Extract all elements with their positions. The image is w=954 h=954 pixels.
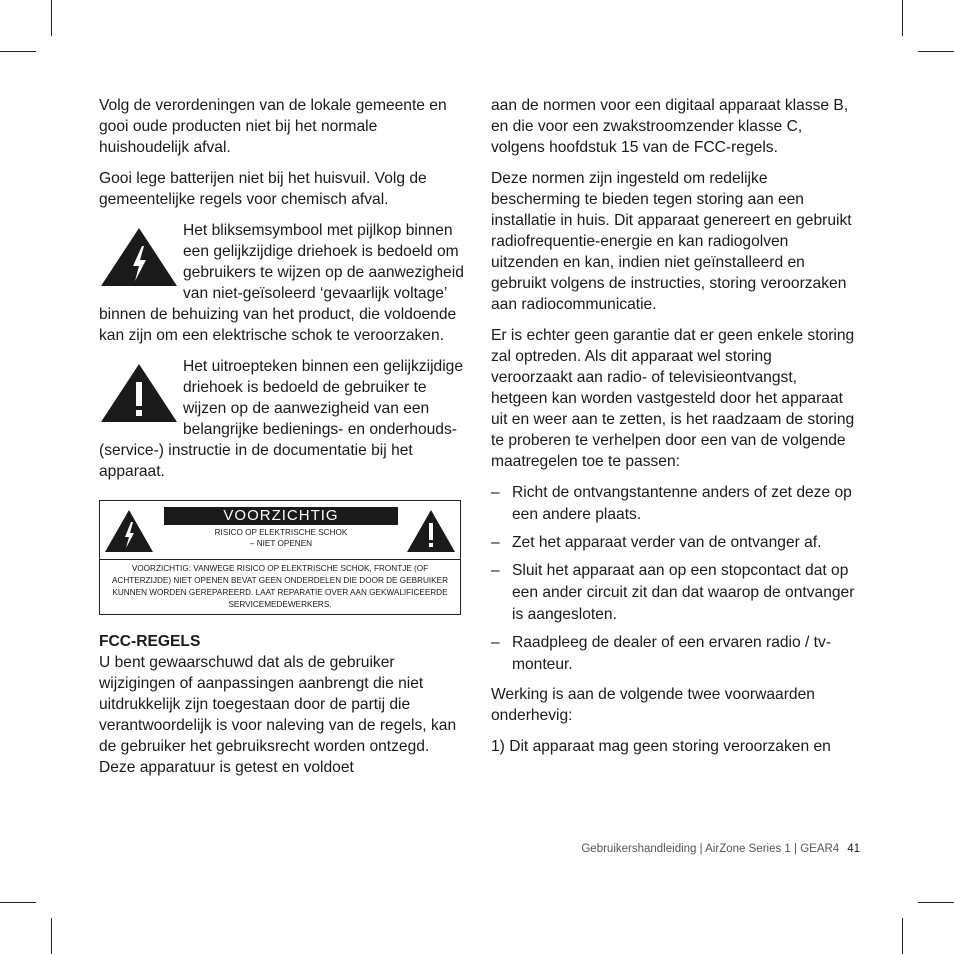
measures-list (491, 482, 857, 676)
disposal-paragraph: Volg de verordeningen van de lokale gemeente en gooi oude producten niet bij het normale huishoudelijk afval. (99, 97, 447, 156)
lightning-warning-icon (99, 226, 179, 288)
page-footer (540, 843, 860, 855)
crop-mark (51, 918, 52, 954)
fcc-heading: FCC-REGELS (99, 633, 201, 650)
list-item-text: Zet het apparaat verder van de ontvanger af. (512, 534, 822, 551)
exclamation-warning (99, 356, 465, 482)
list-dash: – (491, 634, 500, 651)
fcc-continuation-paragraph: aan de normen voor een digitaal apparaat klasse B, en die voor een zwakstroomzender klasse C, volgens hoofdstuk 15 van de FCC-regels. (491, 97, 849, 156)
list-item-text: Sluit het apparaat aan op een stopcontact dat op een ander circuit zit dan dat waarop de ontvanger is aangesloten. (512, 562, 855, 623)
crop-mark (51, 0, 52, 36)
list-item (491, 482, 857, 526)
exclamation-warning-icon (99, 362, 179, 424)
footer-text: Gebruikershandleiding | AirZone Series 1 | GEAR4 (581, 843, 840, 855)
crop-mark (0, 902, 36, 903)
list-item-text: Raadpleeg de dealer of een ervaren radio / tv-monteur. (512, 634, 832, 673)
fcc-paragraph: U bent gewaarschuwd dat als de gebruiker wijzigingen of aanpassingen aanbrengt die niet uitdrukkelijk zijn toegestaan door de partij die verantwoordelijk is voor naleving van de regels, kan de gebruiker het gebruiksrecht worden ontzegd. Deze apparatuur is getest en voldoet (99, 654, 457, 776)
lightning-warning-icon (104, 509, 154, 553)
caution-header (100, 501, 460, 560)
left-column (99, 95, 465, 778)
list-item (491, 532, 857, 554)
list-item (491, 632, 857, 676)
conditions-paragraph: Werking is aan de volgende twee voorwaarden onderhevig: (491, 686, 815, 724)
interference-paragraph: Deze normen zijn ingesteld om redelijke bescherming te bieden tegen storing aan een installatie in huis. Dit apparaat genereert en gebruikt radiofrequentie-energie en kan radiogolven uitzenden en kan, indien niet geïnstalleerd en gebruikt volgens de instructies, storing veroorzaken aan radiocommunicatie. (491, 170, 852, 313)
caution-body: VOORZICHTIG: VANWEGE RISICO OP ELEKTRISCHE SCHOK, FRONTJE (OF ACHTERZIJDE) NIET OPENEN BEVAT GEEN ONDERDELEN DIE DOOR DE GEBRUIKER KUNNEN WORDEN GEREPAREERD. LAAT REPARATIE OVER AAN GEKWALIFICEERDE SERVICEMEDEWERKERS. (111, 564, 449, 609)
list-dash: – (491, 562, 500, 579)
crop-mark (918, 902, 954, 903)
guarantee-paragraph: Er is echter geen garantie dat er geen enkele storing zal optreden. Als dit apparaat wel storing veroorzaakt aan radio- of televisieontvangst, hetgeen kan worden vastgesteld door het apparaat uit en weer aan te zetten, is het raadzaam de storing te proberen te verhelpen door een van de volgende maatregelen toe te passen: (491, 327, 855, 470)
crop-mark (902, 0, 903, 36)
battery-paragraph: Gooi lege batterijen niet bij het huisvuil. Volg de gemeentelijke regels voor chemisch afval. (99, 170, 427, 208)
right-column (491, 95, 857, 767)
caution-subtitle-line: – NIET OPENEN (249, 539, 313, 548)
exclamation-warning-icon (406, 509, 456, 553)
list-item (491, 560, 857, 626)
condition-one-paragraph: 1) Dit apparaat mag geen storing veroorzaken en (491, 738, 831, 755)
caution-label (99, 500, 461, 615)
caution-title: VOORZICHTIG (164, 507, 398, 525)
crop-mark (918, 51, 954, 52)
exclamation-warning-text: Het uitroepteken binnen een gelijkzijdige driehoek is bedoeld de gebruiker te wijzen op de aanwezigheid van een belangrijke bedienings- en onderhouds- (service-) instructie in de documentatie bij het apparaat. (99, 358, 464, 480)
lightning-warning-text: Het bliksemsymbool met pijlkop binnen een gelijkzijdige driehoek is bedoeld om gebruikers te wijzen op de aanwezigheid van niet-geïsoleerd ‘gevaarlijk voltage’ binnen de behuizing van het product, die voldoende kan zijn om een elektrische schok te veroorzaken. (99, 222, 464, 344)
crop-mark (902, 918, 903, 954)
page-number: 41 (847, 843, 860, 855)
list-dash: – (491, 534, 500, 551)
caution-subtitle-line: RISICO OP ELEKTRISCHE SCHOK (214, 528, 348, 537)
caution-subtitle (164, 527, 398, 549)
list-dash: – (491, 484, 500, 501)
crop-mark (0, 51, 36, 52)
list-item-text: Richt de ontvangstantenne anders of zet deze op een andere plaats. (512, 484, 852, 523)
lightning-warning (99, 220, 465, 346)
